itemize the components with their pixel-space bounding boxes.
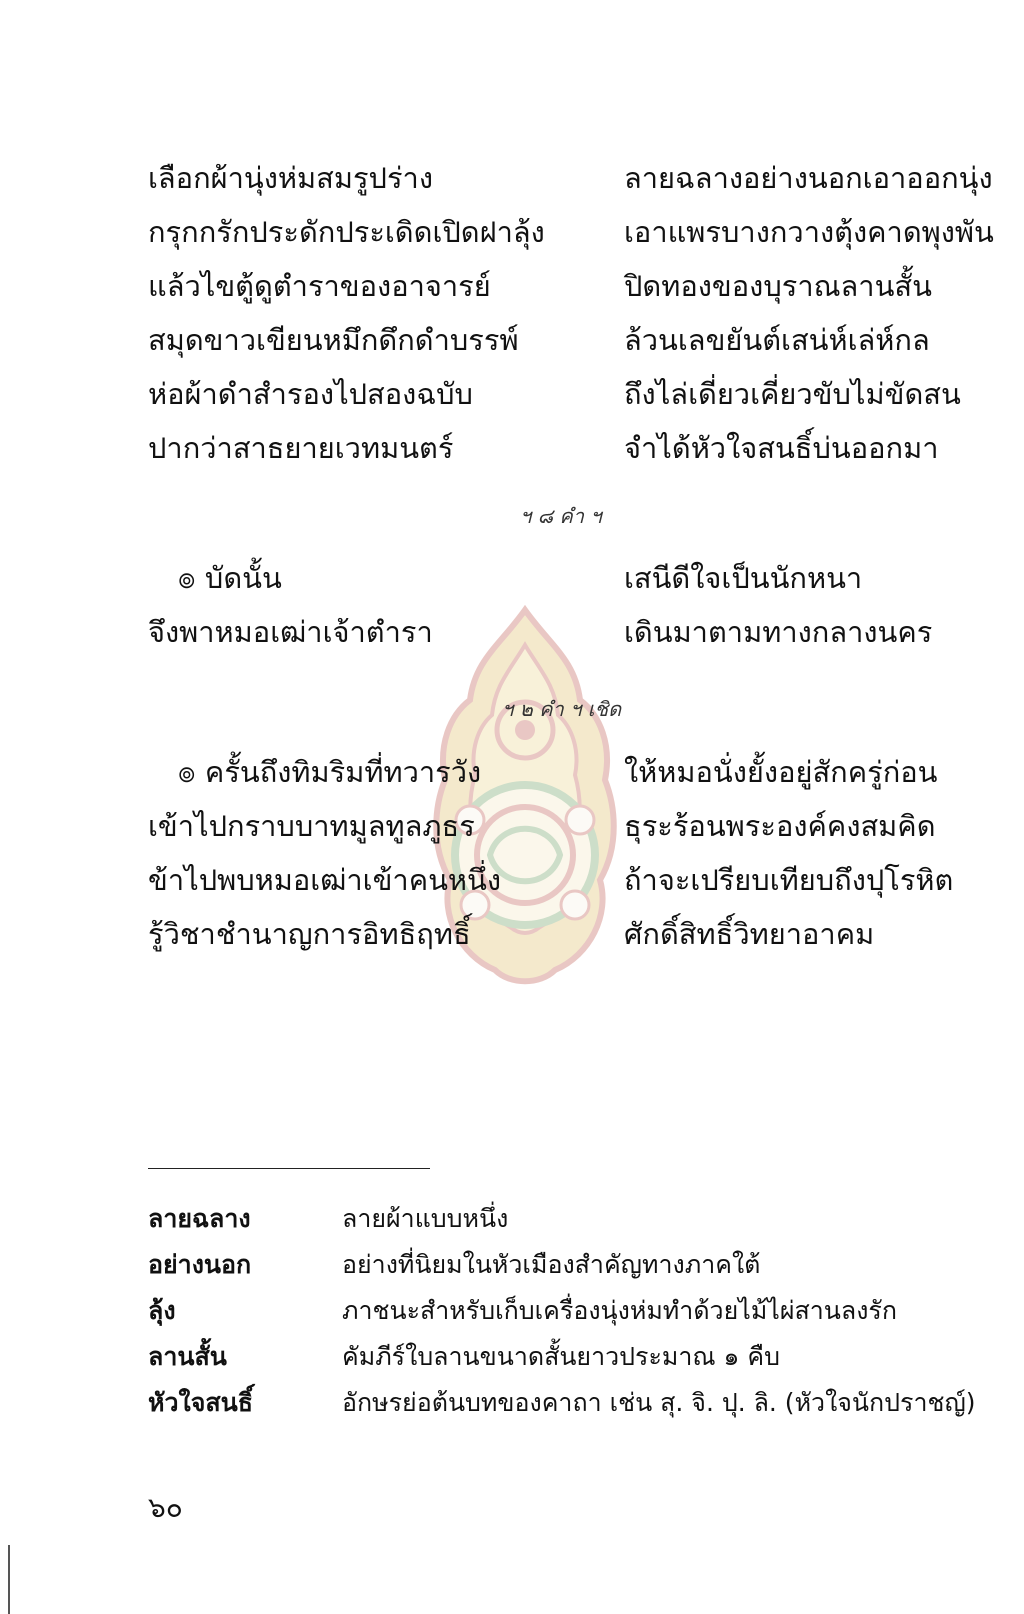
- glossary-definition: อักษรย่อต้นบทของคาถา เช่น สุ. จิ. ปุ. ลิ. (หัวใจนักปราชญ์): [342, 1388, 976, 1417]
- glossary-term: ลายฉลาง: [148, 1204, 251, 1233]
- glossary-term: อย่างนอก: [148, 1250, 252, 1279]
- verse-right: ปิดทองของบุราณลานสั้น: [624, 269, 932, 303]
- glossary-definition: ภาชนะสำหรับเก็บเครื่องนุ่งห่มทำด้วยไม้ไผ่สานลงรัก: [342, 1296, 897, 1325]
- verse-left: ข้าไปพบหมอเฒ่าเข้าคนหนึ่ง: [148, 863, 502, 897]
- stanza-marker: ฯ ๒ คำ ฯ เชิด: [502, 697, 622, 721]
- verse-left: สมุดขาวเขียนหมึกดึกดำบรรพ์: [148, 323, 519, 357]
- glossary-term: ลุ้ง: [148, 1296, 176, 1325]
- verse-left: จึงพาหมอเฒ่าเจ้าตำรา: [148, 615, 433, 649]
- verse-left: ห่อผ้าดำสำรองไปสองฉบับ: [148, 377, 473, 411]
- verse-right: จำได้หัวใจสนธิ์บ่นออกมา: [624, 431, 939, 465]
- verse-left: ๏ ครั้นถึงทิมริมที่ทวารวัง: [178, 755, 482, 789]
- glossary-term: หัวใจสนธิ์: [148, 1388, 253, 1417]
- verse-right: ลายฉลางอย่างนอกเอาออกนุ่ง: [624, 161, 993, 195]
- verse-right: ล้วนเลขยันต์เสน่ห์เล่ห์กล: [624, 323, 930, 357]
- verse-left: กรุกกรักประดักประเดิดเปิดฝาลุ้ง: [148, 215, 545, 249]
- verse-left: ปากว่าสาธยายเวทมนตร์: [148, 431, 454, 465]
- glossary-definition: คัมภีร์ใบลานขนาดสั้นยาวประมาณ ๑ คืบ: [342, 1342, 780, 1371]
- verse-left: เลือกผ้านุ่งห่มสมรูปร่าง: [148, 161, 433, 195]
- verse-right: ถึงไล่เดี่ยวเคี่ยวขับไม่ขัดสน: [624, 377, 961, 411]
- stanza-marker: ฯ ๘ คำ ฯ: [520, 504, 602, 528]
- glossary-definition: อย่างที่นิยมในหัวเมืองสำคัญทางภาคใต้: [342, 1250, 761, 1279]
- verse-right: ให้หมอนั่งยั้งอยู่สักครู่ก่อน: [624, 755, 938, 789]
- verse-right: เดินมาตามทางกลางนคร: [624, 615, 933, 649]
- verse-left: ๏ บัดนั้น: [178, 561, 282, 595]
- footnote-divider: [148, 1168, 430, 1169]
- verse-right: ศักดิ์สิทธิ์วิทยาอาคม: [624, 917, 875, 951]
- glossary-term: ลานสั้น: [148, 1342, 227, 1371]
- verse-right: ถ้าจะเปรียบเทียบถึงปุโรหิต: [624, 863, 954, 897]
- page-edge-line: [8, 1545, 10, 1614]
- verse-right: เอาแพรบางกวางตุ้งคาดพุงพัน: [624, 215, 994, 249]
- glossary-definition: ลายผ้าแบบหนึ่ง: [342, 1204, 509, 1233]
- verse-right: ธุระร้อนพระองค์คงสมคิด: [624, 809, 936, 843]
- verse-right: เสนีดีใจเป็นนักหนา: [624, 561, 863, 595]
- verse-left: เข้าไปกราบบาทมูลทูลภูธร: [148, 809, 475, 843]
- verse-left: รู้วิชาชำนาญการอิทธิฤทธิ์: [148, 917, 471, 951]
- verse-left: แล้วไขตู้ดูตำราของอาจารย์: [148, 269, 491, 303]
- page-number: ๖๐: [148, 1491, 183, 1524]
